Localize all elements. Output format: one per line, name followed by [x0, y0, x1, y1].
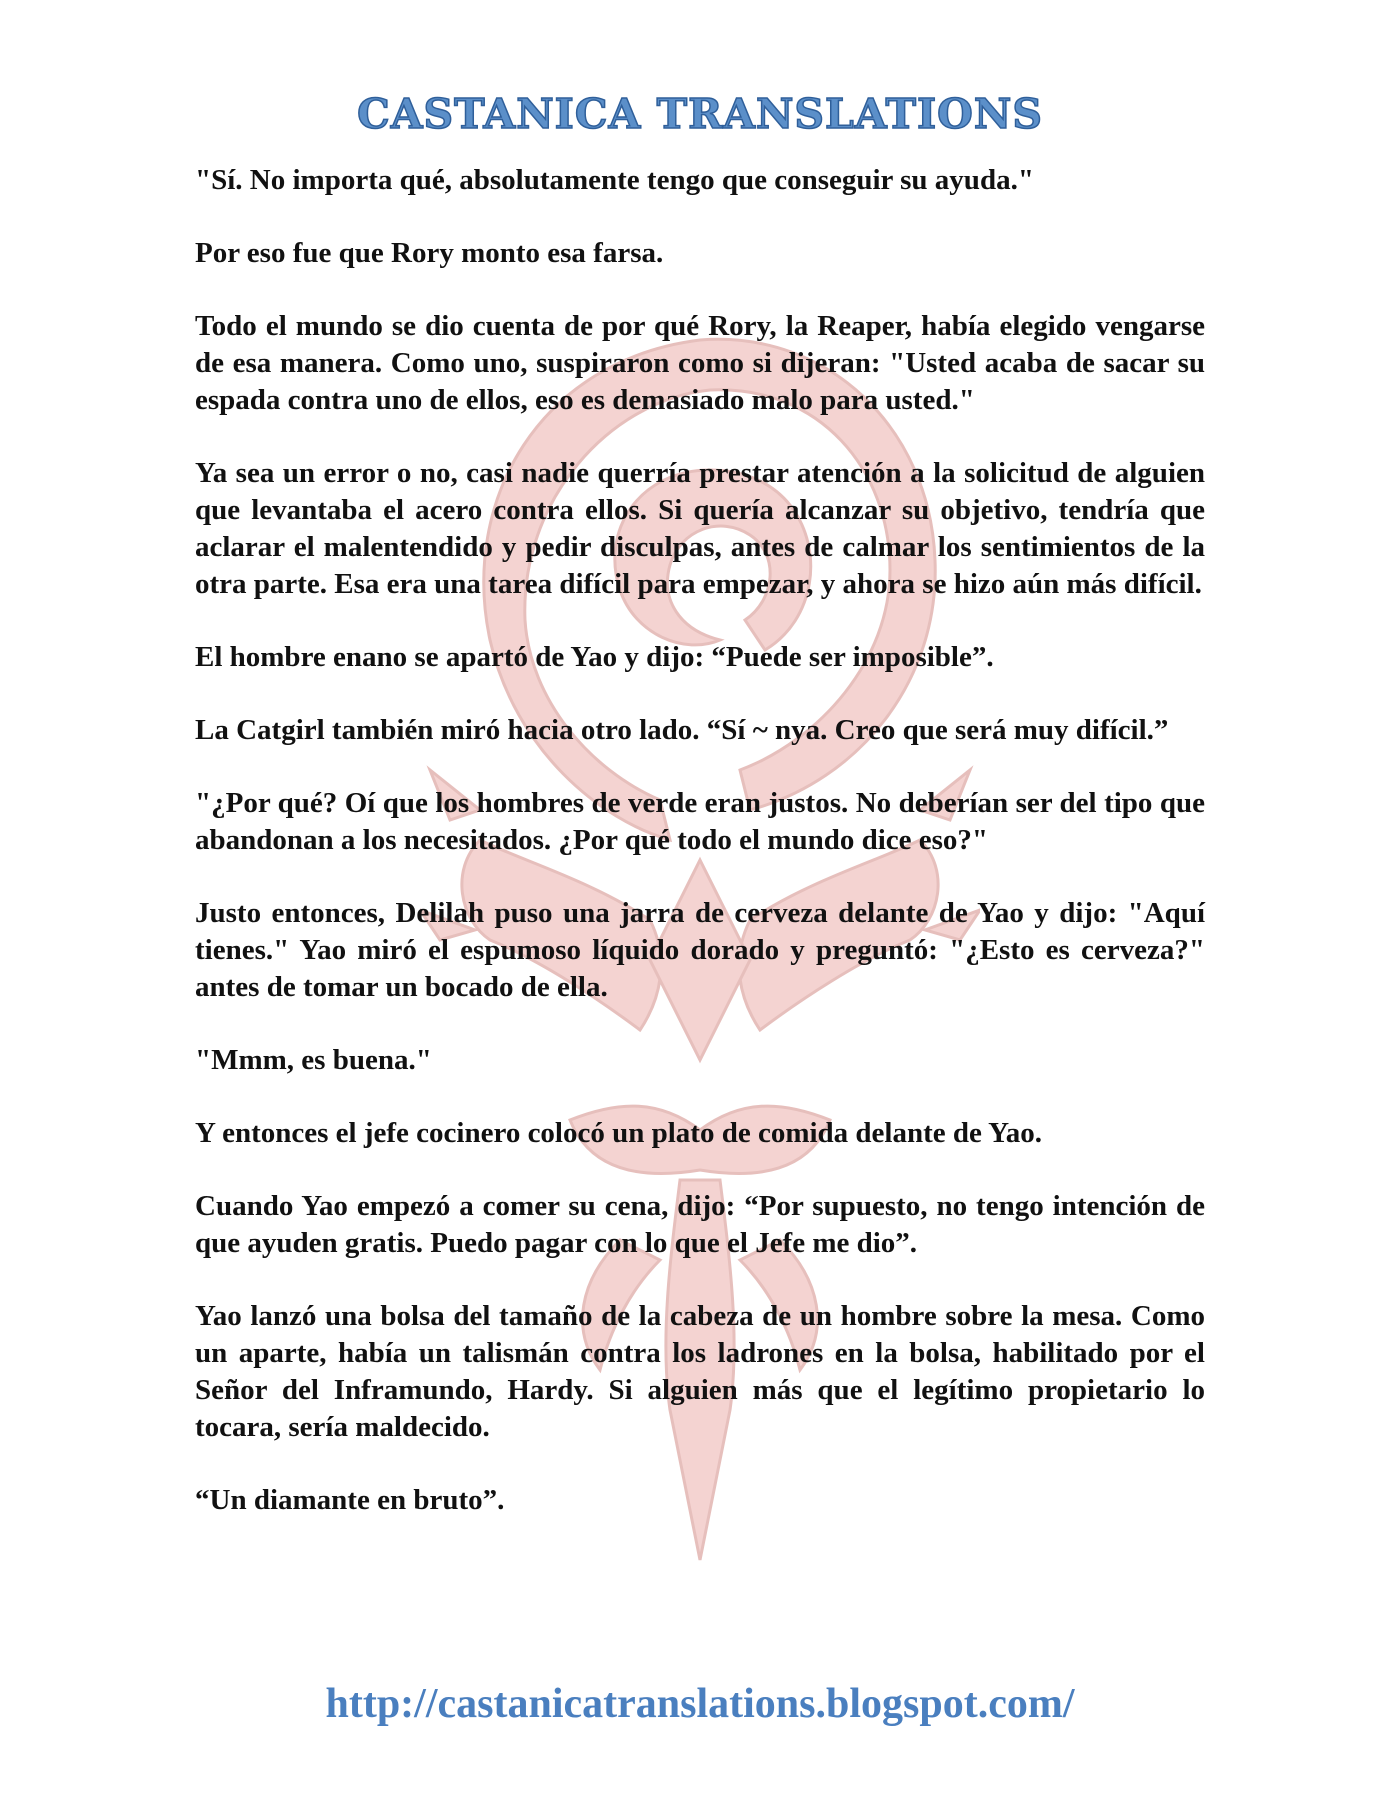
paragraph: Todo el mundo se dio cuenta de por qué Rory, la Reaper, había elegido vengarse de esa manera. Como uno, suspiraron como si dijeran: "Usted acaba de sacar su espada contra uno de ellos, eso es demasiado malo para usted." — [195, 310, 1205, 416]
paragraph: La Catgirl también miró hacia otro lado. “Sí ~ nya. Creo que será muy difícil.” — [195, 714, 1169, 746]
footer-url-link[interactable]: http://castanicatranslations.blogspot.com/ — [325, 1681, 1075, 1727]
paragraph: "¿Por qué? Oí que los hombres de verde eran justos. No deberían ser del tipo que abandonan a los necesitados. ¿Por qué todo el mundo dice eso?" — [195, 787, 1205, 856]
paragraph: Y entonces el jefe cocinero colocó un plato de comida delante de Yao. — [195, 1117, 1043, 1149]
paragraph: "Sí. No importa qué, absolutamente tengo que conseguir su ayuda." — [195, 164, 1034, 196]
paragraph: Cuando Yao empezó a comer su cena, dijo: “Por supuesto, no tengo intención de que ayuden gratis. Puedo pagar con lo que el Jefe me dio”. — [195, 1190, 1205, 1259]
paragraph: Yao lanzó una bolsa del tamaño de la cabeza de un hombre sobre la mesa. Como un aparte, había un talismán contra los ladrones en la bolsa, habilitado por el Señor del Inframundo, Hardy. Si alguien más que el legítimo propietario lo tocara, sería maldecido. — [195, 1300, 1205, 1443]
paragraph: Por eso fue que Rory monto esa farsa. — [195, 237, 664, 269]
paragraph: El hombre enano se apartó de Yao y dijo: “Puede ser imposible”. — [195, 641, 994, 673]
paragraph: “Un diamante en bruto”. — [195, 1484, 505, 1516]
chapter-text — [195, 162, 1205, 1555]
paragraph: Ya sea un error o no, casi nadie querría prestar atención a la solicitud de alguien que levantaba el acero contra ellos. Si quería alcanzar su objetivo, tendría que aclarar el malentendido y pedir disculpas, antes de calmar los sentimientos de la otra parte. Esa era una tarea difícil para empezar, y ahora se hizo aún más difícil. — [195, 457, 1205, 600]
paragraph: Justo entonces, Delilah puso una jarra de cerveza delante de Yao y dijo: "Aquí tienes." Yao miró el espumoso líquido dorado y preguntó: "¿Esto es cerveza?" antes de tomar un bocado de ella. — [195, 897, 1205, 1003]
paragraph: "Mmm, es buena." — [195, 1044, 432, 1076]
page-header-title: CASTANICA TRANSLATIONS — [357, 90, 1043, 138]
